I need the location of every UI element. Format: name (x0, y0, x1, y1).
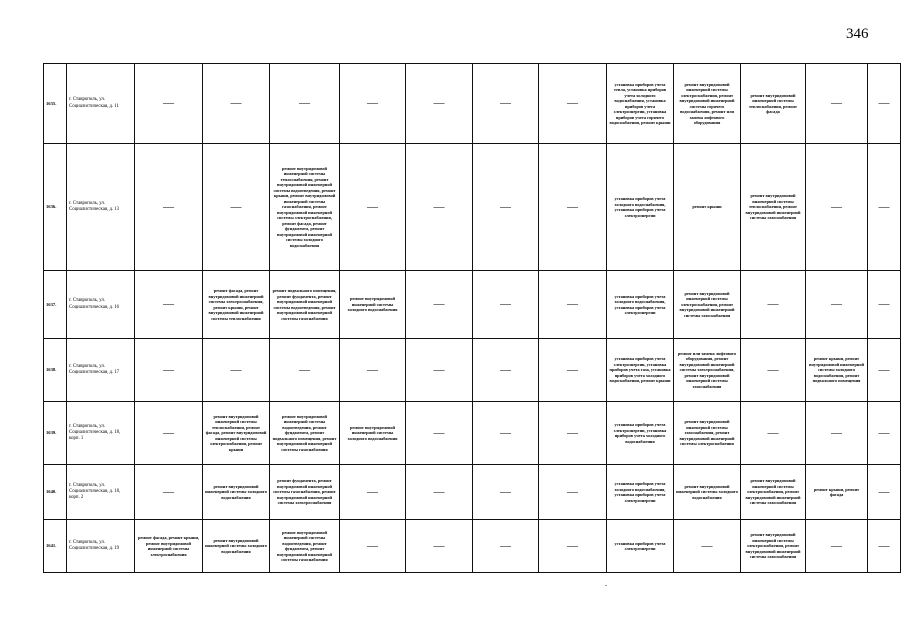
empty-dash-cell: — (406, 144, 473, 271)
empty-dash-cell: — (868, 402, 901, 465)
empty-dash-cell: — (806, 520, 868, 573)
table-body (44, 64, 901, 573)
empty-dash-cell: — (868, 520, 901, 573)
work-list-cell: ремонт фундамента, ремонт внутридомовой инженерной системы газоснабжения, ремонт внутридомовой инженерной системы электроснабжения (270, 465, 340, 520)
address-cell: г. Ставрополь, ул. Социалистическая, д. 13 (67, 144, 135, 271)
work-list-cell: ремонт внутридомовой инженерной системы теплоснабжения, ремонт внутридомовой инженерной системы газоснабжения (741, 144, 806, 271)
empty-dash-cell: — (340, 520, 406, 573)
work-list-cell: ремонт внутридомовой инженерной системы холодного водоснабжения (203, 520, 270, 573)
row-number: 1640. (44, 465, 67, 520)
empty-dash-cell: — (741, 271, 806, 339)
empty-dash-cell: — (473, 64, 539, 144)
work-list-cell: ремонт внутридомовой инженерной системы электроснабжения, ремонт внутридомовой инженерной системы горячего водоснабжения, ремонт или замена лифтового оборудования (674, 64, 741, 144)
work-list-cell: установка приборов учета электроэнергии (607, 520, 674, 573)
work-list-cell: ремонт фасада, ремонт крыши, ремонт внутридомовой инженерной системы электроснабжения (135, 520, 203, 573)
empty-dash-cell: — (135, 144, 203, 271)
empty-dash-cell: — (135, 465, 203, 520)
empty-dash-cell: — (539, 465, 607, 520)
empty-dash-cell: — (473, 339, 539, 402)
address-cell: г. Ставрополь, ул. Социалистическая, д. 18, корп. 1 (67, 402, 135, 465)
empty-dash-cell: — (203, 339, 270, 402)
empty-dash-cell: — (539, 520, 607, 573)
work-list-cell: установка приборов учета электроэнергии, установка приборов учета холодного водоснабжения (607, 402, 674, 465)
work-list-cell: ремонт внутридомовой инженерной системы электроснабжения, ремонт внутридомовой инженерной системы газоснабжения (741, 465, 806, 520)
address-cell: г. Ставрополь, ул. Социалистическая, д. 19 (67, 520, 135, 573)
work-list-cell: ремонт внутридомовой инженерной системы теплоснабжения, ремонт фасада, ремонт внутридомовой инженерной системы электроснабжения, ремонт крыши (203, 402, 270, 465)
empty-dash-cell: — (741, 402, 806, 465)
work-list-cell: ремонт внутридомовой инженерной системы газоснабжения, ремонт внутридомовой инженерной системы электроснабжения (674, 402, 741, 465)
work-list-cell: ремонт крыши, ремонт внутридомовой инженерной системы холодного водоснабжения, ремонт подвального помещения (806, 339, 868, 402)
empty-dash-cell: — (135, 271, 203, 339)
scan-speck (605, 585, 607, 586)
empty-dash-cell: — (868, 465, 901, 520)
empty-dash-cell: — (539, 271, 607, 339)
row-number: 1639. (44, 402, 67, 465)
empty-dash-cell: — (473, 402, 539, 465)
row-number: 1638. (44, 339, 67, 402)
table-row (44, 144, 901, 271)
work-list-cell: ремонт внутридомовой инженерной системы электроснабжения, ремонт внутридомовой инженерной системы газоснабжения (741, 520, 806, 573)
work-list-cell: ремонт внутридомовой инженерной системы холодного водоснабжения (340, 271, 406, 339)
table-row (44, 402, 901, 465)
work-list-cell: установка приборов учета тепла, установка приборов учета холодного водоснабжения, установка приборов учета электроэнергии, установка приборов учета горячего водоснабжения, ремонт крыши (607, 64, 674, 144)
address-cell: г. Ставрополь, ул. Социалистическая, д. 17 (67, 339, 135, 402)
empty-dash-cell: — (203, 144, 270, 271)
work-list-cell: ремонт внутридомовой инженерной системы теплоснабжения, ремонт фасада (741, 64, 806, 144)
work-list-cell: установка приборов учета холодного водоснабжения, установка приборов учета электроэнергии (607, 144, 674, 271)
work-list-cell: ремонт фасада, ремонт внутридомовой инженерной системы электроснабжения, ремонт крыши, ремонт внутридомовой инженерной системы теплоснабжения (203, 271, 270, 339)
empty-dash-cell: — (270, 64, 340, 144)
empty-dash-cell: — (340, 465, 406, 520)
empty-dash-cell: — (406, 339, 473, 402)
empty-dash-cell: — (473, 465, 539, 520)
table-row (44, 520, 901, 573)
repair-register-table (43, 63, 901, 573)
work-list-cell: ремонт внутридомовой инженерной системы теплоснабжения, ремонт внутридомовой инженерной системы водоотведения, ремонт крыши, ремонт внутридомовой инженерной системы газоснабжения, ремонт внутридомовой инженерной системы электроснабжения, ремонт фасада, ремонт фундамента, ремонт внутридомовой инженерной системы холодного водоснабжения (270, 144, 340, 271)
empty-dash-cell: — (539, 339, 607, 402)
work-list-cell: ремонт подвального помещения, ремонт фундамента, ремонт внутридомовой инженерной системы водоотведения, ремонт внутридомовой инженерной системы газоснабжения (270, 271, 340, 339)
work-list-cell: ремонт или замена лифтового оборудования, ремонт внутридомовой инженерной системы электроснабжения, ремонт внутридомовой инженерной системы газоснабжения (674, 339, 741, 402)
empty-dash-cell: — (135, 64, 203, 144)
empty-dash-cell: — (868, 271, 901, 339)
empty-dash-cell: — (135, 339, 203, 402)
empty-dash-cell: — (473, 144, 539, 271)
address-cell: г. Ставрополь, ул. Социалистическая, д. 11 (67, 64, 135, 144)
row-number: 1637. (44, 271, 67, 339)
empty-dash-cell: — (406, 402, 473, 465)
empty-dash-cell: — (868, 64, 901, 144)
work-list-cell: ремонт крыши, ремонт фасада (806, 465, 868, 520)
empty-dash-cell: — (340, 144, 406, 271)
empty-dash-cell: — (539, 64, 607, 144)
empty-dash-cell: — (868, 339, 901, 402)
row-number: 1641. (44, 520, 67, 573)
empty-dash-cell: — (806, 271, 868, 339)
work-list-cell: установка приборов учета холодного водоснабжения, установка приборов учета электроэнергии (607, 465, 674, 520)
empty-dash-cell: — (203, 64, 270, 144)
work-list-cell: ремонт внутридомовой инженерной системы холодного водоснабжения (203, 465, 270, 520)
empty-dash-cell: — (406, 465, 473, 520)
empty-dash-cell: — (741, 339, 806, 402)
empty-dash-cell: — (340, 64, 406, 144)
empty-dash-cell: — (406, 520, 473, 573)
work-list-cell: ремонт внутридомовой инженерной системы электроснабжения, ремонт внутридомовой инженерной системы газоснабжения (674, 271, 741, 339)
empty-dash-cell: — (406, 64, 473, 144)
empty-dash-cell: — (539, 144, 607, 271)
work-list-cell: ремонт внутридомовой инженерной системы водоотведения, ремонт фундамента, ремонт внутридомовой инженерной системы газоснабжения (270, 520, 340, 573)
empty-dash-cell: — (473, 271, 539, 339)
table-row (44, 339, 901, 402)
row-number: 1635. (44, 64, 67, 144)
work-list-cell: ремонт крыши (674, 144, 741, 271)
page-number: 346 (846, 26, 869, 42)
empty-dash-cell: — (406, 271, 473, 339)
empty-dash-cell: — (135, 402, 203, 465)
work-list-cell: установка приборов учета холодного водоснабжения, установка приборов учета электроэнергии (607, 271, 674, 339)
work-list-cell: ремонт внутридомовой инженерной системы холодного водоснабжения (674, 465, 741, 520)
address-cell: г. Ставрополь, ул. Социалистическая, д. 18, корп. 2 (67, 465, 135, 520)
empty-dash-cell: — (270, 339, 340, 402)
row-number: 1636. (44, 144, 67, 271)
work-list-cell: ремонт внутридомовой инженерной системы водоотведения, ремонт фундамента, ремонт подвального помещения, ремонт внутридомовой инженерной системы газоснабжения (270, 402, 340, 465)
empty-dash-cell: — (806, 144, 868, 271)
empty-dash-cell: — (340, 339, 406, 402)
address-cell: г. Ставрополь, ул. Социалистическая, д. 16 (67, 271, 135, 339)
empty-dash-cell: — (473, 520, 539, 573)
work-list-cell: установка приборов учета электроэнергии, установка приборов учета газа, установка приборов учета холодного водоснабжения, ремонт крыши (607, 339, 674, 402)
table-row (44, 465, 901, 520)
empty-dash-cell: — (674, 520, 741, 573)
empty-dash-cell: — (539, 402, 607, 465)
empty-dash-cell: — (868, 144, 901, 271)
empty-dash-cell: — (806, 402, 868, 465)
work-list-cell: ремонт внутридомовой инженерной системы холодного водоснабжения (340, 402, 406, 465)
table-row (44, 64, 901, 144)
empty-dash-cell: — (806, 64, 868, 144)
table-row (44, 271, 901, 339)
